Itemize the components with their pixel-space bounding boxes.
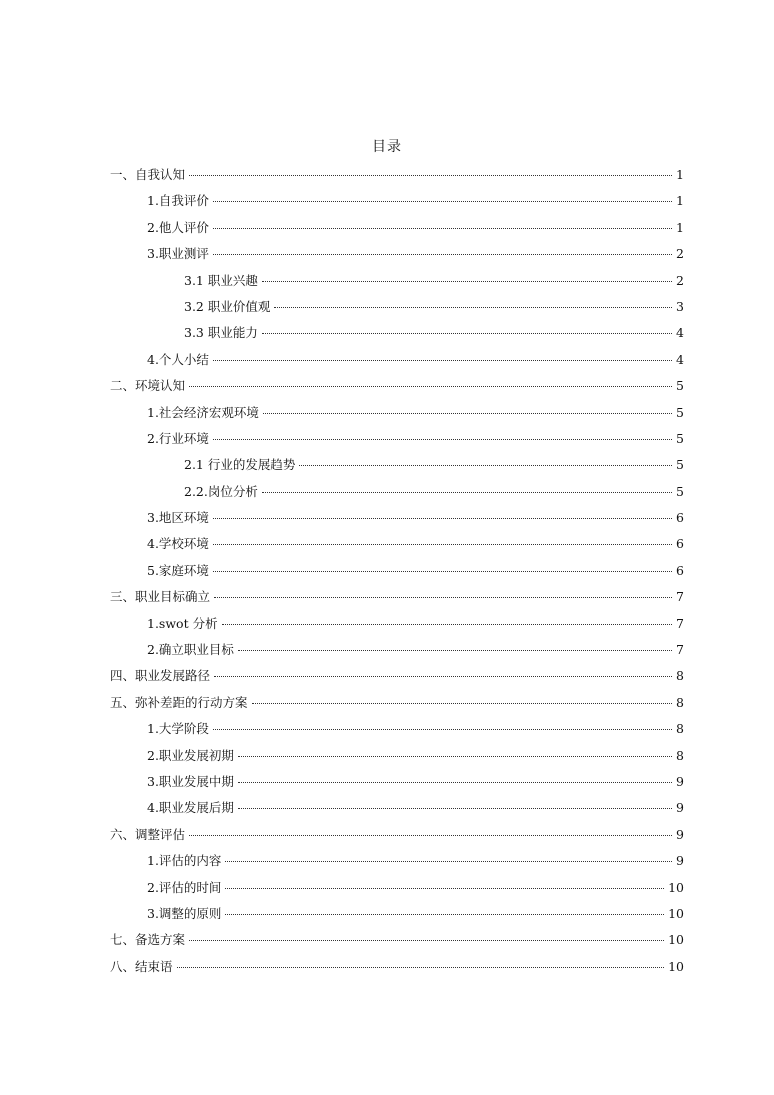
toc-page-number: 5 (676, 483, 684, 499)
toc-entry[interactable] (110, 637, 684, 663)
toc-entry-text: 一、自我认知 (110, 167, 186, 182)
toc-entry[interactable] (110, 188, 684, 214)
toc-page-number: 5 (676, 404, 684, 420)
toc-entry[interactable] (110, 268, 684, 294)
dot-leader (222, 624, 672, 625)
toc-entry[interactable] (110, 505, 684, 531)
toc-entry-text: 六、调整评估 (110, 826, 186, 842)
toc-entry[interactable] (110, 611, 684, 637)
toc-page-number: 2 (676, 246, 684, 262)
toc-entry-text: 2.职业发展初期 (147, 747, 234, 763)
toc-entry-text: 3.调整的原则 (147, 905, 222, 921)
dot-leader (299, 465, 672, 466)
toc-entry-text: 3.3 职业能力 (184, 325, 258, 341)
dot-leader (213, 518, 672, 519)
dot-leader (189, 175, 672, 176)
dot-leader (225, 861, 672, 862)
toc-entry[interactable] (110, 690, 684, 716)
toc-entry-text: 3.职业发展中期 (147, 773, 234, 789)
toc-page-number: 10 (668, 958, 684, 974)
toc-page-number: 8 (676, 694, 684, 710)
toc-entry[interactable] (110, 241, 684, 267)
toc-entry-text: 3.地区环境 (147, 510, 209, 526)
toc-entry-text: 2.2.岗位分析 (184, 483, 258, 499)
dot-leader (214, 676, 672, 677)
toc-entry[interactable] (110, 584, 684, 610)
toc-entry-text: 八、结束语 (110, 958, 173, 974)
toc-entry-text: 2.评估的时间 (147, 879, 222, 895)
toc-page-number: 8 (676, 747, 684, 763)
toc-entry-text: 1.大学阶段 (147, 721, 209, 737)
toc-entry[interactable] (110, 822, 684, 848)
toc-entry-text: 4.个人小结 (147, 351, 209, 367)
toc-entry-text: 3.1 职业兴趣 (184, 272, 258, 288)
toc-entry-text: 4.学校环境 (147, 536, 209, 552)
toc-entry-text: 五、弥补差距的行动方案 (110, 694, 248, 710)
toc-page-number: 10 (668, 879, 684, 895)
toc-page-number: 9 (676, 853, 684, 869)
toc-page-number: 1 (676, 219, 684, 235)
toc-entry[interactable] (110, 927, 684, 953)
toc-entry-text: 1.自我评价 (147, 193, 209, 209)
dot-leader (213, 360, 672, 361)
toc-entry[interactable] (110, 716, 684, 742)
toc-entry[interactable] (110, 294, 684, 320)
toc-entry-text: 1.社会经济宏观环境 (147, 404, 259, 420)
toc-entry[interactable] (110, 320, 684, 346)
dot-leader (262, 492, 672, 493)
toc-entry[interactable] (110, 215, 684, 241)
toc-page-number: 10 (668, 932, 684, 948)
toc-entry[interactable] (110, 954, 684, 980)
toc-entry-text: 2.他人评价 (147, 219, 209, 235)
toc-entry[interactable] (110, 795, 684, 821)
dot-leader (252, 703, 673, 704)
toc-entry-text: 二、环境认知 (110, 378, 186, 394)
dot-leader (225, 914, 664, 915)
toc-entry[interactable] (110, 663, 684, 689)
toc-entry[interactable] (110, 769, 684, 795)
toc-page-number: 2 (676, 272, 684, 288)
toc-entry-text: 4.职业发展后期 (147, 800, 234, 816)
toc-page-number: 5 (676, 430, 684, 446)
dot-leader (238, 650, 672, 651)
toc-entry-text: 5.家庭环境 (147, 562, 209, 578)
toc-page-number: 9 (676, 826, 684, 842)
dot-leader (225, 888, 664, 889)
dot-leader (213, 544, 672, 545)
dot-leader (213, 729, 672, 730)
dot-leader (189, 835, 672, 836)
toc-title: 目录 (372, 139, 402, 155)
toc-entry-text: 三、职业目标确立 (110, 589, 211, 605)
toc-page-number: 8 (676, 668, 684, 684)
toc-page-number: 9 (676, 773, 684, 789)
dot-leader (213, 201, 672, 202)
toc-page-number: 4 (676, 325, 684, 341)
dot-leader (189, 386, 672, 387)
dot-leader (238, 782, 672, 783)
toc-entry[interactable] (110, 901, 684, 927)
dot-leader (274, 307, 672, 308)
toc-page-number: 8 (676, 721, 684, 737)
toc-entry[interactable] (110, 875, 684, 901)
toc-page-number: 7 (676, 615, 684, 631)
toc-entry-text: 3.职业测评 (147, 246, 209, 262)
table-of-contents (110, 162, 684, 980)
toc-entry-text: 七、备选方案 (110, 932, 186, 948)
dot-leader (213, 228, 672, 229)
toc-entry[interactable] (110, 400, 684, 426)
dot-leader (213, 571, 672, 572)
toc-entry-text: 2.1 行业的发展趋势 (184, 457, 296, 473)
toc-page-number: 6 (676, 510, 684, 526)
toc-page-number: 5 (676, 378, 684, 394)
toc-page-number: 9 (676, 800, 684, 816)
toc-entry[interactable] (110, 452, 684, 478)
toc-page-number: 10 (668, 905, 684, 921)
dot-leader (214, 597, 672, 598)
dot-leader (213, 439, 672, 440)
dot-leader (262, 281, 672, 282)
dot-leader (238, 756, 672, 757)
toc-entry[interactable] (110, 162, 684, 188)
toc-page-number: 1 (676, 193, 684, 209)
toc-entry[interactable] (110, 743, 684, 769)
toc-page-number: 7 (676, 642, 684, 658)
dot-leader (189, 940, 664, 941)
toc-entry-text: 四、职业发展路径 (110, 668, 211, 684)
toc-page-number: 1 (676, 167, 684, 182)
toc-page-number: 5 (676, 457, 684, 473)
toc-entry[interactable] (110, 479, 684, 505)
toc-page-number: 4 (676, 351, 684, 367)
toc-entry[interactable] (110, 347, 684, 373)
dot-leader (213, 254, 672, 255)
toc-page-number: 6 (676, 562, 684, 578)
toc-entry-text: 1.评估的内容 (147, 853, 222, 869)
toc-entry[interactable] (110, 558, 684, 584)
toc-entry-text: 2.行业环境 (147, 430, 209, 446)
toc-entry[interactable] (110, 531, 684, 557)
toc-entry[interactable] (110, 848, 684, 874)
dot-leader (177, 967, 665, 968)
dot-leader (262, 333, 672, 334)
toc-entry[interactable] (110, 426, 684, 452)
toc-entry[interactable] (110, 373, 684, 399)
toc-entry-text: 2.确立职业目标 (147, 642, 234, 658)
toc-page-number: 6 (676, 536, 684, 552)
toc-page-number: 3 (676, 298, 684, 314)
dot-leader (238, 808, 672, 809)
toc-entry-text: 3.2 职业价值观 (184, 298, 271, 314)
toc-page-number: 7 (676, 589, 684, 605)
toc-entry-text: 1.swot 分析 (147, 615, 218, 631)
dot-leader (263, 413, 672, 414)
